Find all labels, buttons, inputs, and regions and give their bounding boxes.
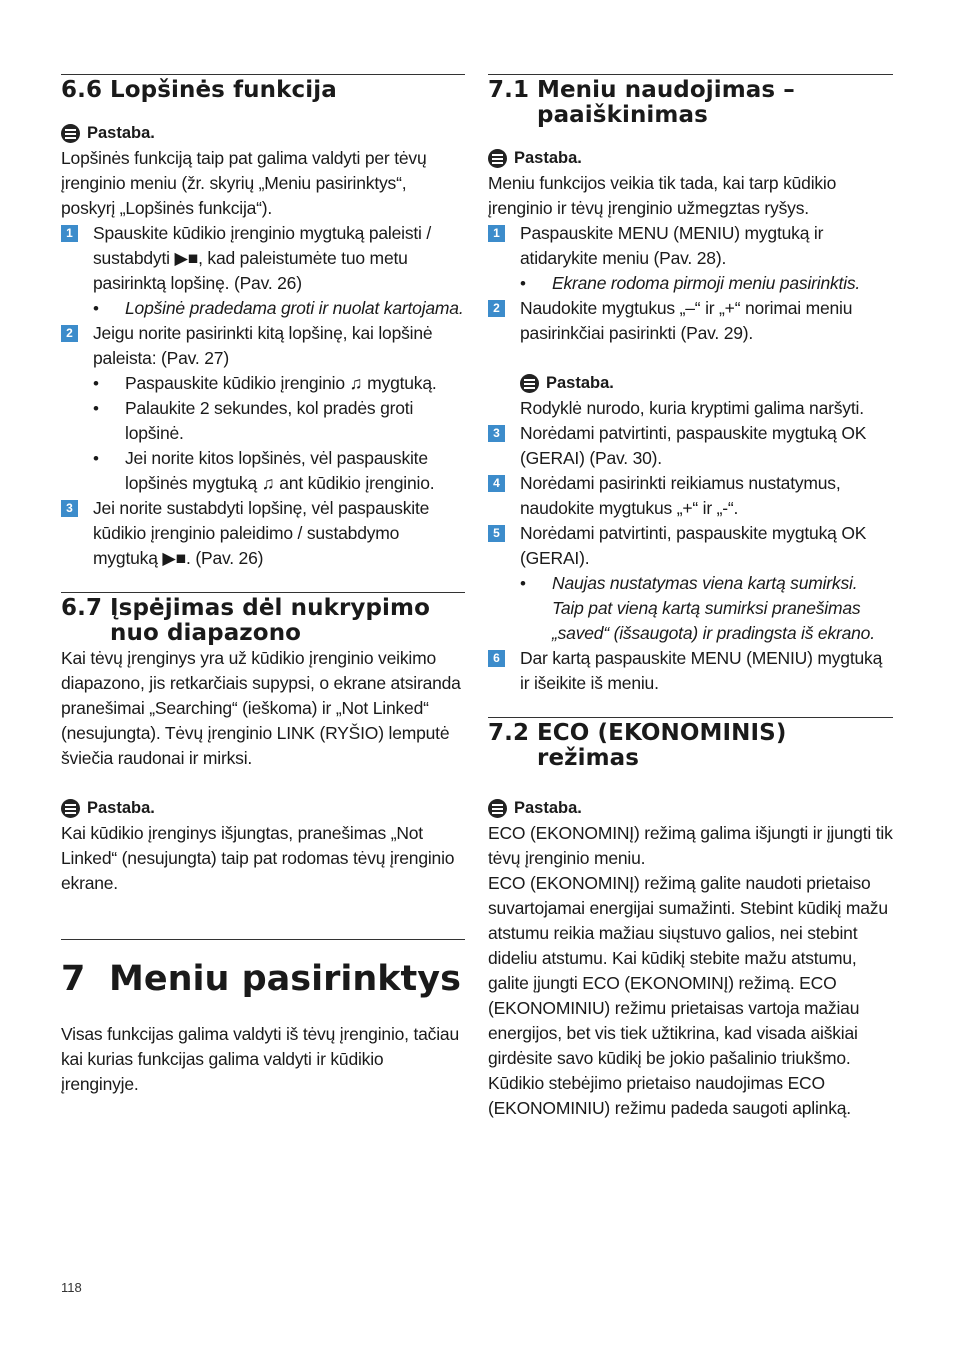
- note-title: Pastaba.: [520, 371, 893, 396]
- section-heading-6-7: 6.7 Įspėjimas dėl nukrypimo nuo diapazono: [61, 595, 431, 646]
- note-icon: [488, 149, 507, 168]
- step-number-badge: 3: [488, 425, 505, 442]
- step-number-badge: 5: [488, 525, 505, 542]
- note-title: Pastaba.: [61, 121, 465, 146]
- note-icon: [61, 799, 80, 818]
- list-item: • Lopšinė pradedama groti ir nuolat kartojama.: [93, 298, 464, 318]
- step-number-badge: 2: [488, 300, 505, 317]
- section-heading-7-2: 7.2 ECO (EKONOMINIS) režimas: [488, 720, 787, 771]
- list-item: • Paspauskite kūdikio įrenginio ♫ mygtuką.: [93, 373, 437, 393]
- list-item: • Palaukite 2 sekundes, kol pradės groti lopšinė.: [93, 398, 414, 443]
- note-icon: [488, 799, 507, 818]
- step-2: 2 Naudokite mygtukus „–“ ir „+“ norimai meniu pasirinkčiai pasirinkti (Pav. 29).: [488, 296, 893, 346]
- step-4: 4 Norėdami pasirinkti reikiamus nustatymus, naudokite mygtukus „+“ ir „-“.: [488, 471, 893, 521]
- step-number-badge: 1: [488, 225, 505, 242]
- note-title: Pastaba.: [488, 796, 893, 821]
- step-1: 1 Spauskite kūdikio įrenginio mygtuką paleisti / sustabdyti ▶■, kad paleistumėte tuo metu pasirinktą lopšinę. (Pav. 26): [61, 221, 465, 296]
- step-1: 1 Paspauskite MENU (MENIU) mygtuką ir atidarykite meniu (Pav. 28).: [488, 221, 893, 271]
- section-divider: [488, 717, 893, 718]
- step-3: 3 Norėdami patvirtinti, paspauskite mygtuką OK (GERAI) (Pav. 30).: [488, 421, 893, 471]
- note-text: ECO (EKONOMINĮ) režimą galite naudoti prietaiso suvartojamai energijai sumažinti. Stebint kūdikį mažu atstumu reikia mažiau siųstuvo galios, nei stebint dideliu atstumu. Kai kūdikį stebite mažu atstumu, galite įjungti ECO (EKONOMINĮ) režimą. ECO (EKONOMINIU) režimu prietaisas vartoja mažiau energijos, bet vis tiek užtikrina, kad visada aiškiai girdėsite savo kūdikį be jokio pašalinio triukšmo. Kūdikio stebėjimo prietaiso naudojimas ECO (EKONOMINIU) režimu padeda saugoti aplinką.: [488, 873, 888, 1118]
- note-icon: [520, 374, 539, 393]
- section-divider: [61, 74, 465, 75]
- chapter-divider: [61, 939, 465, 940]
- note-text: Lopšinės funkciją taip pat galima valdyti per tėvų įrenginio meniu (žr. skyrių „Meniu pasirinktys“, poskyrį „Lopšinės funkcija“).: [61, 148, 427, 218]
- inline-note: [488, 371, 893, 421]
- right-column: [488, 74, 893, 1121]
- section-divider: [488, 74, 893, 75]
- section-heading-7-1: 7.1 Meniu naudojimas – paaiškinimas: [488, 77, 795, 128]
- chapter-heading-7: 7 Meniu pasirinktys: [61, 959, 461, 999]
- step-number-badge: 6: [488, 650, 505, 667]
- step-number-badge: 3: [61, 500, 78, 517]
- left-column: [61, 74, 465, 1097]
- body-text: Visas funkcijas galima valdyti iš tėvų įrenginio, tačiau kai kurias funkcijas galima valdyti ir kūdikio įrenginyje.: [61, 1024, 459, 1094]
- step-3: 3 Jei norite sustabdyti lopšinę, vėl paspauskite kūdikio įrenginio paleidimo / sustabdymo mygtuką ▶■. (Pav. 26): [61, 496, 465, 571]
- body-text: Kai tėvų įrenginys yra už kūdikio įrenginio veikimo diapazono, jis retkarčiais supypsi, o ekrane atsiranda pranešimai „Searching“ (ieškoma) ir „Not Linked“ (nesujungta). Tėvų įrenginio LINK (RYŠIO) lemputė šviečia raudonai ir mirksi.: [61, 648, 461, 768]
- note-text: Meniu funkcijos veikia tik tada, kai tarp kūdikio įrenginio ir tėvų įrenginio užmegztas ryšys.: [488, 173, 837, 218]
- section-heading-6-6: 6.6 Lopšinės funkcija: [61, 77, 337, 103]
- step-number-badge: 1: [61, 225, 78, 242]
- list-item: • Ekrane rodoma pirmoji meniu pasirinktis.: [520, 273, 861, 293]
- step-6: 6 Dar kartą paspauskite MENU (MENIU) mygtuką ir išeikite iš meniu.: [488, 646, 893, 696]
- step-2: 2 Jeigu norite pasirinkti kitą lopšinę, kai lopšinė paleista: (Pav. 27): [61, 321, 465, 371]
- list-item: • Naujas nustatymas viena kartą sumirksi. Taip pat vieną kartą sumirksi pranešimas „saved“ (išsaugota) ir pradingsta iš ekrano.: [520, 573, 875, 643]
- note-text: Kai kūdikio įrenginys išjungtas, pranešimas „Not Linked“ (nesujungta) taip pat rodomas tėvų įrenginio ekrane.: [61, 823, 455, 893]
- list-item: • Jei norite kitos lopšinės, vėl paspauskite lopšinės mygtuką ♫ ant kūdikio įrenginio.: [93, 448, 435, 493]
- step-number-badge: 2: [61, 325, 78, 342]
- note-text: Rodyklė nurodo, kuria kryptimi galima naršyti.: [520, 398, 864, 418]
- note-title: Pastaba.: [61, 796, 465, 821]
- note-icon: [61, 124, 80, 143]
- section-divider: [61, 592, 465, 593]
- page-number: 118: [61, 1280, 82, 1295]
- step-number-badge: 4: [488, 475, 505, 492]
- step-5: 5 Norėdami patvirtinti, paspauskite mygtuką OK (GERAI).: [488, 521, 893, 571]
- note-text: ECO (EKONOMINĮ) režimą galima išjungti ir įjungti tik tėvų įrenginio meniu.: [488, 823, 893, 868]
- note-title: Pastaba.: [488, 146, 893, 171]
